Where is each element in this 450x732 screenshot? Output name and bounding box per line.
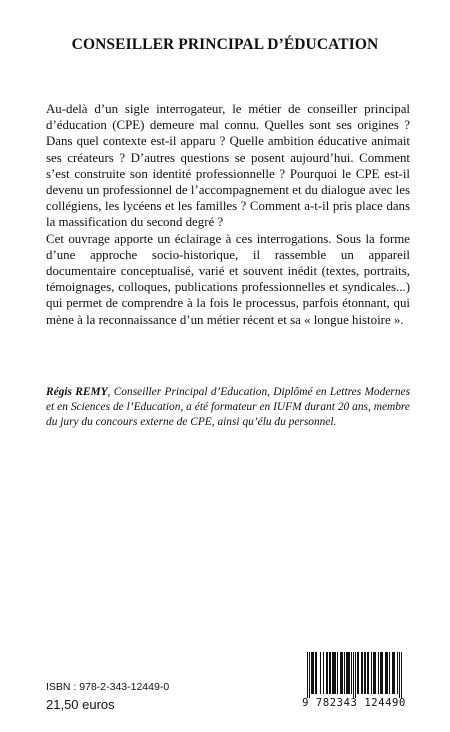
blurb-paragraph-1: Au-delà d’un sigle interrogateur, le métier de conseiller principal d’éducation (CPE) demeure mal connu. Quelles sont ses origines ? Dans quel contexte est-il apparu ? Quelle ambition éducative animait ses créateurs ? D’autres questions se posent aujourd’hui. Comment s’est construite son identité professionnelle ? Pourquoi le CPE est-il devenu un professionnel de l’accompagnement et du dialogue avec les collégiens, les lycéens et les familles ? Comment a-t-il pris place dans la massification du second degré ? bbox=[46, 102, 410, 230]
barcode-bar bbox=[365, 652, 366, 694]
barcode-bar bbox=[381, 652, 382, 694]
barcode-bar bbox=[399, 652, 400, 698]
barcode-digits: 9 782343 124490 bbox=[302, 697, 406, 709]
barcode-bar bbox=[397, 652, 398, 694]
barcode-bar bbox=[342, 652, 343, 694]
barcode-bar bbox=[329, 652, 330, 694]
barcode-bar bbox=[394, 652, 395, 694]
barcode-bar bbox=[323, 652, 324, 694]
barcode-bar bbox=[386, 652, 387, 694]
barcode-bar bbox=[313, 652, 314, 694]
barcode-bar bbox=[309, 652, 310, 698]
barcode-bar bbox=[393, 652, 394, 694]
barcode-bar bbox=[326, 652, 327, 694]
barcode-bar bbox=[332, 652, 333, 694]
barcode-bar bbox=[364, 652, 365, 694]
barcode-bar bbox=[353, 652, 354, 698]
barcode-bar bbox=[385, 652, 386, 694]
barcode-bar bbox=[358, 652, 359, 694]
barcode-bar bbox=[320, 652, 321, 694]
barcode-bar bbox=[373, 652, 374, 694]
barcode-bar bbox=[355, 652, 356, 698]
barcode-bar bbox=[311, 652, 312, 694]
barcode-bar bbox=[347, 652, 348, 694]
barcode-bar bbox=[335, 652, 336, 694]
author-description: , Conseiller Principal d’Education, Diplômé en Lettres Modernes et en Sciences de l’Education, a été formateur en IUFM durant 20 ans, membre du jury du concours externe de CPE, ainsi qu’élu du personnel. bbox=[46, 386, 410, 428]
barcode-bar bbox=[315, 652, 316, 694]
barcode-bar bbox=[378, 652, 379, 694]
barcode-bar bbox=[374, 652, 375, 694]
barcode-bar bbox=[392, 652, 393, 694]
barcode bbox=[298, 650, 410, 710]
author-bio bbox=[46, 385, 410, 430]
barcode-bar bbox=[375, 652, 376, 694]
barcode-bar bbox=[389, 652, 390, 694]
isbn-label: ISBN : 978-2-343-12449-0 bbox=[46, 681, 170, 693]
barcode-bar bbox=[346, 652, 347, 694]
blurb-paragraph-2: Cet ouvrage apporte un éclairage à ces interrogations. Sous la forme d’une approche socio-historique, il rassemble un appareil documentaire conceptualisé, varié et souvent inédit (textes, portraits, témoignages, colloques, publications professionnelles et syndicales...) qui permet de comprendre à la fois le processus, parfois étonnant, qui mène à la reconnaissance d’un métier récent et sa « longue histoire ». bbox=[46, 231, 410, 327]
barcode-bar bbox=[344, 652, 345, 694]
barcode-bar bbox=[340, 652, 341, 694]
barcode-bar bbox=[357, 652, 358, 694]
barcode-bar bbox=[327, 652, 328, 694]
barcode-bar bbox=[312, 652, 313, 694]
barcode-bar bbox=[316, 652, 317, 694]
barcode-bar bbox=[333, 652, 334, 694]
book-title: CONSEILLER PRINCIPAL D’ÉDUCATION bbox=[71, 36, 379, 53]
barcode-bar bbox=[387, 652, 388, 694]
barcode-bar bbox=[380, 652, 381, 694]
barcode-bar bbox=[361, 652, 362, 694]
barcode-bar bbox=[307, 652, 308, 698]
blurb bbox=[46, 101, 410, 328]
price-label: 21,50 euros bbox=[46, 697, 115, 712]
barcode-bar bbox=[401, 652, 402, 698]
barcode-bar bbox=[382, 652, 383, 694]
author-name: Régis REMY bbox=[46, 386, 108, 398]
barcode-bar bbox=[330, 652, 331, 694]
barcode-bar bbox=[341, 652, 342, 694]
barcode-bars bbox=[298, 650, 410, 698]
barcode-bar bbox=[337, 652, 338, 694]
barcode-bar bbox=[371, 652, 372, 694]
barcode-bar bbox=[368, 652, 369, 694]
barcode-bar bbox=[334, 652, 335, 694]
barcode-bar bbox=[349, 652, 350, 694]
barcode-bar bbox=[367, 652, 368, 694]
barcode-bar bbox=[348, 652, 349, 694]
barcode-bar bbox=[351, 652, 352, 694]
barcode-bar bbox=[362, 652, 363, 694]
